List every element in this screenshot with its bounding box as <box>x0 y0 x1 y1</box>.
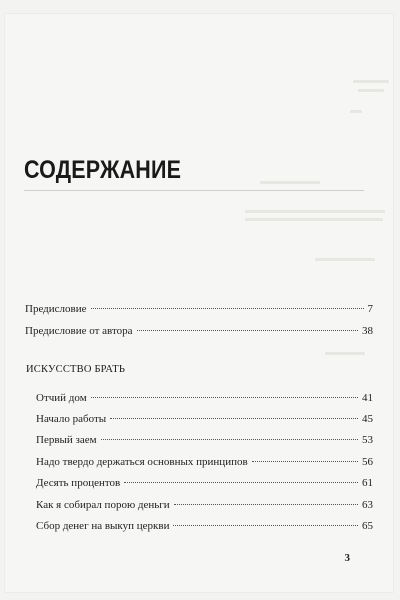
toc-entry-label: Начало работы <box>36 413 107 425</box>
toc-entry-label: Десять процентов <box>36 477 121 489</box>
book-page <box>5 14 393 592</box>
toc-entry-page: 61 <box>362 477 373 489</box>
toc-entry <box>25 324 373 338</box>
toc-entry <box>36 455 373 469</box>
show-through <box>315 258 375 261</box>
toc-entry <box>36 391 373 405</box>
show-through <box>245 218 383 221</box>
toc-entry-page: 53 <box>362 434 373 446</box>
show-through <box>358 89 384 92</box>
toc-leader <box>137 330 358 331</box>
toc-entry <box>25 302 373 316</box>
toc-leader <box>110 418 358 419</box>
show-through <box>325 352 365 355</box>
toc-entry <box>36 498 373 512</box>
toc-entry-label: Отчий дом <box>36 392 87 404</box>
toc-leader <box>91 308 364 309</box>
toc-entry-label: Как я собирал порою деньги <box>36 499 170 511</box>
page-number: 3 <box>344 552 350 564</box>
toc-entry-page: 45 <box>362 413 373 425</box>
toc-entry-page: 41 <box>362 392 373 404</box>
toc-leader <box>252 461 358 462</box>
toc-leader <box>101 439 358 440</box>
toc-entry <box>36 433 373 447</box>
toc-leader <box>91 397 358 398</box>
toc-entry <box>36 412 373 426</box>
toc-leader <box>173 525 358 526</box>
toc-leader <box>174 504 358 505</box>
toc-entry-page: 38 <box>362 325 373 337</box>
toc-entry-label: Предисловие <box>25 303 87 315</box>
toc-entry <box>36 519 373 533</box>
show-through <box>353 80 389 83</box>
show-through <box>350 110 362 113</box>
toc-entry-page: 63 <box>362 499 373 511</box>
toc-entry-page: 65 <box>362 520 373 532</box>
toc-entry-label: Первый заем <box>36 434 97 446</box>
section-title: ИСКУССТВО БРАТЬ <box>26 364 126 375</box>
show-through <box>260 181 320 184</box>
toc-entry-label: Сбор денег на выкуп церкви <box>36 520 170 532</box>
page-title: СОДЕРЖАНИЕ <box>24 156 182 184</box>
toc-leader <box>124 482 358 483</box>
show-through <box>245 210 385 213</box>
title-divider <box>24 190 364 191</box>
toc-entry-page: 7 <box>367 303 373 315</box>
toc-entry <box>36 476 373 490</box>
toc-entry-label: Предисловие от автора <box>25 325 133 337</box>
toc-entry-label: Надо твердо держаться основных принципов <box>36 456 248 468</box>
toc-entry-page: 56 <box>362 456 373 468</box>
